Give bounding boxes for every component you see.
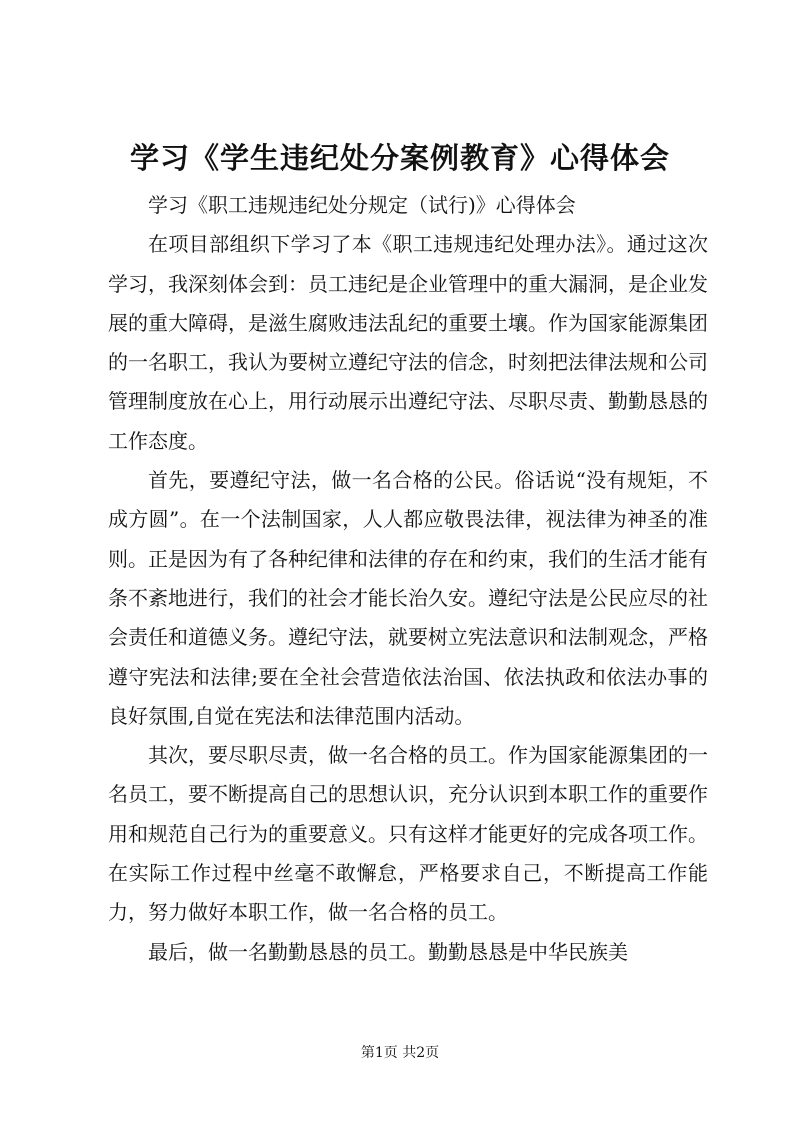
body-paragraph: 在项目部组织下学习了本《职工违规违纪处理办法》。通过这次学习，我深刻体会到：员工违纪是企业管理中的重大漏洞，是企业发展的重大障碍，是滋生腐败违法乱纪的重要土壤。作为国家能源集团的一名职工，我认为要树立遵纪守法的信念，时刻把法律法规和公司管理制度放在心上，用行动展示出遵纪守法、尽职尽责、勤勤恳恳的工作态度。 xyxy=(108,232,708,453)
page-footer: 第1页 共2页 xyxy=(360,1045,440,1061)
subtitle-paragraph: 学习《职工违规违纪处分规定（试行)》心得体会 xyxy=(148,193,576,217)
body-paragraph: 其次，要尽职尽责，做一名合格的员工。作为国家能源集团的一名员工，要不断提高自己的思想认识，充分认识到本职工作的重要作用和规范自己行为的重要意义。只有这样才能更好的完成各项工作。在实际工作过程中丝毫不敢懈怠，严格要求自己，不断提高工作能力，努力做好本职工作，做一名合格的员工。 xyxy=(108,743,708,925)
body-paragraph: 最后，做一名勤勤恳恳的员工。勤勤恳恳是中华民族美 xyxy=(148,939,628,964)
document-body xyxy=(108,186,708,972)
body-paragraph: 首先，要遵纪守法，做一名合格的公民。俗话说“没有规矩，不成方圆”。在一个法制国家，人人都应敬畏法律，视法律为神圣的准则。正是因为有了各种纪律和法律的存在和约束，我们的生活才能有条不紊地进行，我们的社会才能长治久安。遵纪守法是公民应尽的社会责任和道德义务。遵纪守法，就要树立宪法意识和法制观念，严格遵守宪法和法律;要在全社会营造依法治国、依法执政和依法办事的良好氛围,自觉在宪法和法律范围内活动。 xyxy=(108,468,708,728)
document-title: 学习《学生违纪处分案例教育》心得体会 xyxy=(129,141,670,175)
